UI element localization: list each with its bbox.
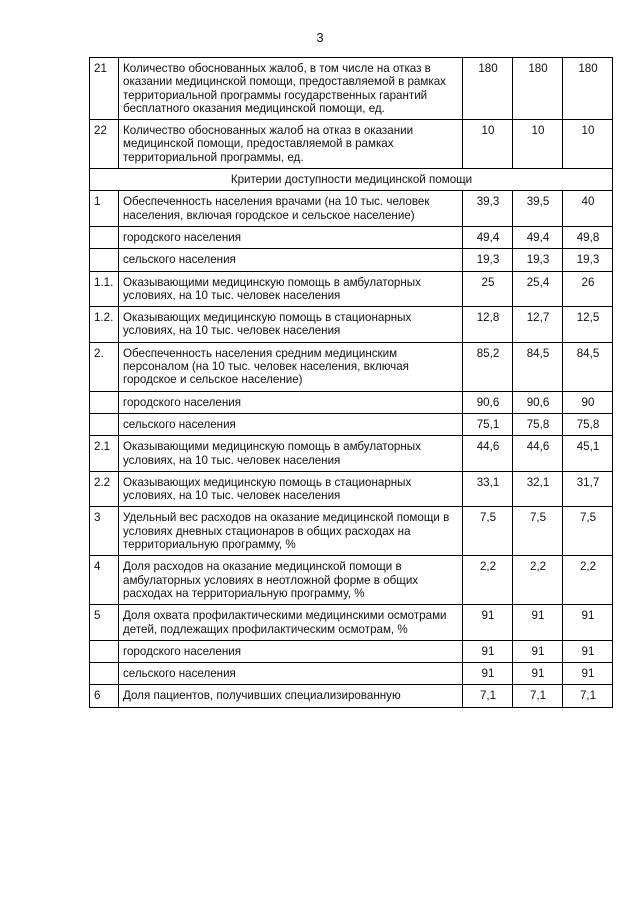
row-number: 1.1. [90, 271, 119, 307]
value-col-2: 49,4 [513, 226, 563, 248]
value-col-1: 44,6 [463, 436, 513, 472]
value-col-3: 7,1 [563, 685, 613, 707]
row-number: 2. [90, 342, 119, 391]
row-number [90, 640, 119, 662]
row-number [90, 413, 119, 435]
row-number: 5 [90, 605, 119, 641]
row-description: сельского населения [119, 249, 463, 271]
value-col-2: 180 [513, 58, 563, 120]
value-col-3: 10 [563, 120, 613, 169]
value-col-2: 2,2 [513, 556, 563, 605]
row-description: Количество обоснованных жалоб на отказ в оказании медицинской помощи, предоставляемой в рамках территориальной программы, ед. [119, 120, 463, 169]
value-col-1: 12,8 [463, 307, 513, 343]
value-col-2: 32,1 [513, 471, 563, 507]
value-col-2: 91 [513, 605, 563, 641]
row-description: Оказывающими медицинскую помощь в амбулаторных условиях, на 10 тыс. человек населения [119, 271, 463, 307]
row-description: Обеспеченность населения врачами (на 10 тыс. человек населения, включая городское и сельское население) [119, 191, 463, 227]
value-col-3: 91 [563, 640, 613, 662]
value-col-1: 19,3 [463, 249, 513, 271]
value-col-2: 19,3 [513, 249, 563, 271]
table-row [90, 413, 613, 435]
table-row [90, 436, 613, 472]
row-number: 21 [90, 58, 119, 120]
table-row [90, 249, 613, 271]
value-col-2: 44,6 [513, 436, 563, 472]
row-description: Оказывающих медицинскую помощь в стационарных условиях, на 10 тыс. человек населения [119, 307, 463, 343]
value-col-1: 75,1 [463, 413, 513, 435]
row-description: Доля расходов на оказание медицинской помощи в амбулаторных условиях в неотложной форме в общих расходах на территориальную программу, % [119, 556, 463, 605]
value-col-1: 7,1 [463, 685, 513, 707]
row-number: 2.2 [90, 471, 119, 507]
value-col-2: 12,7 [513, 307, 563, 343]
row-number: 22 [90, 120, 119, 169]
value-col-2: 25,4 [513, 271, 563, 307]
value-col-3: 45,1 [563, 436, 613, 472]
row-description: Оказывающими медицинскую помощь в амбулаторных условиях, на 10 тыс. человек населения [119, 436, 463, 472]
criteria-table-body [90, 58, 613, 708]
table-row [90, 605, 613, 641]
row-description: сельского населения [119, 413, 463, 435]
value-col-1: 49,4 [463, 226, 513, 248]
table-row [90, 471, 613, 507]
table-row [90, 391, 613, 413]
row-description: Удельный вес расходов на оказание медицинской помощи в условиях дневных стационаров в общих расходах на территориальную программу, % [119, 507, 463, 556]
value-col-2: 75,8 [513, 413, 563, 435]
row-number [90, 391, 119, 413]
row-description: Доля пациентов, получивших специализированную [119, 685, 463, 707]
row-description: Количество обоснованных жалоб, в том числе на отказ в оказании медицинской помощи, предоставляемой в рамках территориальной программы государственных гарантий бесплатного оказания медицинской помощи, ед. [119, 58, 463, 120]
row-number: 1.2. [90, 307, 119, 343]
value-col-3: 49,8 [563, 226, 613, 248]
row-number [90, 226, 119, 248]
value-col-2: 10 [513, 120, 563, 169]
value-col-1: 85,2 [463, 342, 513, 391]
value-col-2: 91 [513, 640, 563, 662]
value-col-3: 91 [563, 663, 613, 685]
value-col-3: 26 [563, 271, 613, 307]
row-number [90, 663, 119, 685]
value-col-1: 91 [463, 640, 513, 662]
row-number: 4 [90, 556, 119, 605]
table-row [90, 120, 613, 169]
value-col-2: 39,5 [513, 191, 563, 227]
table-row [90, 663, 613, 685]
table-row [90, 556, 613, 605]
value-col-2: 84,5 [513, 342, 563, 391]
value-col-1: 91 [463, 663, 513, 685]
value-col-3: 12,5 [563, 307, 613, 343]
table-row [90, 307, 613, 343]
row-description: городского населения [119, 640, 463, 662]
value-col-2: 91 [513, 663, 563, 685]
section-title: Критерии доступности медицинской помощи [90, 169, 613, 191]
row-description: Обеспеченность населения средним медицинским персоналом (на 10 тыс. человек населения, включая городское и сельское население) [119, 342, 463, 391]
value-col-2: 7,1 [513, 685, 563, 707]
value-col-3: 91 [563, 605, 613, 641]
value-col-3: 19,3 [563, 249, 613, 271]
row-description: Оказывающих медицинскую помощь в стационарных условиях, на 10 тыс. человек населения [119, 471, 463, 507]
table-row [90, 640, 613, 662]
value-col-3: 40 [563, 191, 613, 227]
value-col-1: 7,5 [463, 507, 513, 556]
value-col-1: 39,3 [463, 191, 513, 227]
table-row [90, 191, 613, 227]
row-number: 1 [90, 191, 119, 227]
row-number: 6 [90, 685, 119, 707]
table-row [90, 271, 613, 307]
value-col-1: 33,1 [463, 471, 513, 507]
value-col-3: 180 [563, 58, 613, 120]
row-number: 3 [90, 507, 119, 556]
section-header-row [90, 169, 613, 191]
value-col-3: 84,5 [563, 342, 613, 391]
value-col-3: 75,8 [563, 413, 613, 435]
value-col-3: 7,5 [563, 507, 613, 556]
value-col-3: 2,2 [563, 556, 613, 605]
table-row [90, 226, 613, 248]
value-col-1: 180 [463, 58, 513, 120]
row-number: 2.1 [90, 436, 119, 472]
value-col-1: 90,6 [463, 391, 513, 413]
value-col-2: 90,6 [513, 391, 563, 413]
row-description: городского населения [119, 391, 463, 413]
page-number: 3 [316, 30, 324, 45]
table-row [90, 507, 613, 556]
row-number [90, 249, 119, 271]
row-description: сельского населения [119, 663, 463, 685]
value-col-3: 31,7 [563, 471, 613, 507]
value-col-2: 7,5 [513, 507, 563, 556]
value-col-3: 90 [563, 391, 613, 413]
value-col-1: 25 [463, 271, 513, 307]
criteria-table [89, 57, 613, 708]
value-col-1: 91 [463, 605, 513, 641]
row-description: городского населения [119, 226, 463, 248]
table-row [90, 58, 613, 120]
value-col-1: 2,2 [463, 556, 513, 605]
table-row [90, 342, 613, 391]
table-row [90, 685, 613, 707]
value-col-1: 10 [463, 120, 513, 169]
row-description: Доля охвата профилактическими медицинскими осмотрами детей, подлежащих профилактическим осмотрам, % [119, 605, 463, 641]
